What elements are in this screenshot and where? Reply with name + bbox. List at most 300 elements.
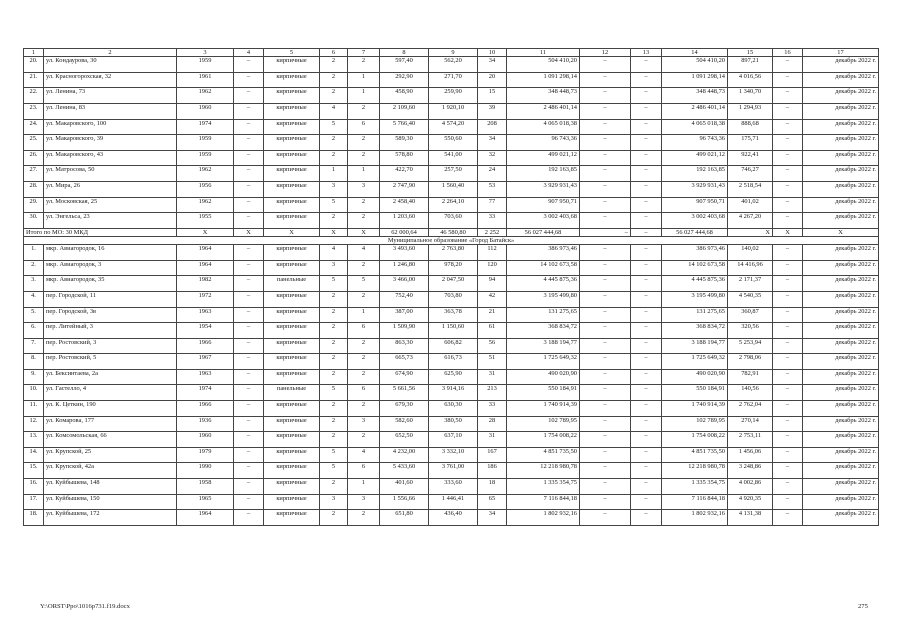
table-cell: 11: [507, 49, 580, 57]
table-cell: 2: [348, 260, 380, 276]
table-cell: 15.: [24, 463, 44, 479]
table-cell: кирпичные: [264, 72, 320, 88]
file-path: Y:\ORST\Ppo\1016p731.f19.docx: [40, 603, 130, 610]
table-cell: декабрь 2022 г.: [803, 135, 879, 151]
table-cell: 1956: [177, 181, 234, 197]
table-cell: пер. Городской, 3в: [44, 307, 177, 323]
table-cell: мкр. Авиагородок, 3: [44, 260, 177, 276]
table-cell: 4 540,35: [728, 291, 773, 307]
table-cell: 167: [478, 447, 507, 463]
table-cell: –: [631, 401, 662, 417]
table-cell: 1972: [177, 291, 234, 307]
table-cell: –: [631, 72, 662, 88]
table-cell: ул. Мира, 26: [44, 181, 177, 197]
table-cell: панельные: [264, 385, 320, 401]
table-cell: 56: [478, 338, 507, 354]
table-cell: 2: [348, 354, 380, 370]
table-cell: –: [580, 245, 631, 261]
table-cell: 3 002 403,68: [662, 213, 728, 229]
table-cell: 1 802 932,16: [662, 510, 728, 526]
table-cell: 5 766,40: [380, 119, 429, 135]
table-cell: –: [234, 150, 264, 166]
table-cell: –: [234, 57, 264, 73]
table-cell: –: [580, 463, 631, 479]
table-cell: 1 725 649,32: [662, 354, 728, 370]
table-cell: декабрь 2022 г.: [803, 245, 879, 261]
table-cell: –: [234, 166, 264, 182]
table-cell: 61: [478, 323, 507, 339]
table-cell: 1 754 008,22: [507, 432, 580, 448]
table-cell: –: [580, 307, 631, 323]
table-cell: декабрь 2022 г.: [803, 88, 879, 104]
table-cell: 1974: [177, 119, 234, 135]
table-cell: 4: [234, 49, 264, 57]
table-cell: декабрь 2022 г.: [803, 72, 879, 88]
table-row: [24, 369, 879, 385]
table-cell: 1963: [177, 369, 234, 385]
table-cell: 257,50: [429, 166, 478, 182]
table-cell: 589,30: [380, 135, 429, 151]
total-cell: –: [631, 228, 662, 236]
table-cell: 1958: [177, 479, 234, 495]
table-cell: –: [234, 307, 264, 323]
table-cell: 1 203,60: [380, 213, 429, 229]
table-cell: –: [580, 369, 631, 385]
table-cell: –: [631, 307, 662, 323]
table-cell: 4 851 735,50: [662, 447, 728, 463]
table-cell: 2: [320, 338, 348, 354]
table-cell: –: [580, 103, 631, 119]
table-cell: ул. Гастелло, 4: [44, 385, 177, 401]
table-cell: –: [234, 88, 264, 104]
table-cell: –: [773, 88, 803, 104]
table-cell: ул. Комарова, 177: [44, 416, 177, 432]
table-cell: –: [773, 432, 803, 448]
table-cell: 5 433,60: [380, 463, 429, 479]
table-row: [24, 135, 879, 151]
table-cell: –: [631, 245, 662, 261]
table-cell: 14.: [24, 447, 44, 463]
table-cell: 2: [320, 135, 348, 151]
table-cell: 32: [478, 150, 507, 166]
table-cell: 3 929 931,43: [507, 181, 580, 197]
table-cell: –: [773, 57, 803, 73]
table-cell: –: [234, 72, 264, 88]
table-cell: декабрь 2022 г.: [803, 401, 879, 417]
table-cell: –: [773, 72, 803, 88]
table-cell: 1.: [24, 245, 44, 261]
table-cell: 401,02: [728, 197, 773, 213]
table-cell: декабрь 2022 г.: [803, 323, 879, 339]
table-row: [24, 323, 879, 339]
table-cell: 550,60: [429, 135, 478, 151]
table-cell: 1 246,80: [380, 260, 429, 276]
table-cell: 674,90: [380, 369, 429, 385]
table-cell: 96 743,36: [507, 135, 580, 151]
table-cell: –: [773, 245, 803, 261]
table-cell: 1 456,06: [728, 447, 773, 463]
table-cell: 6: [348, 463, 380, 479]
table-cell: 22.: [24, 88, 44, 104]
table-cell: –: [773, 323, 803, 339]
table-cell: ул. Куйбышева, 150: [44, 494, 177, 510]
table-cell: 907 950,71: [507, 197, 580, 213]
table-cell: 1965: [177, 494, 234, 510]
table-cell: 65: [478, 494, 507, 510]
table-cell: ул. Макаровского, 39: [44, 135, 177, 151]
table-cell: 1974: [177, 385, 234, 401]
table-cell: –: [773, 354, 803, 370]
table-cell: кирпичные: [264, 354, 320, 370]
table-cell: 3 929 931,43: [662, 181, 728, 197]
table-cell: 24.: [24, 119, 44, 135]
table-body: [24, 49, 879, 526]
table-row: [24, 276, 879, 292]
table-cell: –: [773, 338, 803, 354]
table-row: [24, 103, 879, 119]
table-cell: 15: [478, 88, 507, 104]
table-cell: –: [234, 479, 264, 495]
table-cell: декабрь 2022 г.: [803, 369, 879, 385]
table-cell: 1 091 298,14: [662, 72, 728, 88]
table-cell: 1960: [177, 103, 234, 119]
table-row: [24, 401, 879, 417]
table-cell: декабрь 2022 г.: [803, 447, 879, 463]
table-row: [24, 385, 879, 401]
table-cell: 2: [348, 150, 380, 166]
table-cell: 21: [478, 307, 507, 323]
table-cell: 12 218 980,78: [662, 463, 728, 479]
table-cell: 746,27: [728, 166, 773, 182]
table-cell: –: [234, 323, 264, 339]
table-cell: –: [631, 213, 662, 229]
table-cell: 12 218 980,78: [507, 463, 580, 479]
total-cell: X: [177, 228, 234, 236]
table-cell: 26.: [24, 150, 44, 166]
table-cell: 208: [478, 119, 507, 135]
table-cell: 2: [320, 401, 348, 417]
table-cell: 499 021,12: [507, 150, 580, 166]
table-cell: 15: [728, 49, 773, 57]
table-cell: ул. Крупской, 42а: [44, 463, 177, 479]
table-cell: 2: [320, 354, 348, 370]
table-cell: 1 802 932,16: [507, 510, 580, 526]
table-cell: –: [580, 166, 631, 182]
table-cell: –: [631, 181, 662, 197]
table-cell: –: [773, 479, 803, 495]
table-cell: 102 789,95: [507, 416, 580, 432]
table-cell: 1962: [177, 197, 234, 213]
table-cell: кирпичные: [264, 57, 320, 73]
table-cell: 5: [320, 385, 348, 401]
table-cell: 1: [348, 166, 380, 182]
table-cell: –: [580, 432, 631, 448]
table-cell: 16.: [24, 479, 44, 495]
table-cell: –: [631, 88, 662, 104]
table-cell: 6: [348, 323, 380, 339]
table-cell: –: [580, 479, 631, 495]
table-cell: 1982: [177, 276, 234, 292]
table-cell: 320,56: [728, 323, 773, 339]
table-cell: –: [234, 103, 264, 119]
total-cell: Итого по МО: 30 МКД: [24, 228, 177, 236]
table-cell: 18: [478, 479, 507, 495]
table-cell: 2 747,90: [380, 181, 429, 197]
table-cell: –: [631, 150, 662, 166]
table-cell: –: [773, 463, 803, 479]
table-cell: 5: [320, 447, 348, 463]
table-cell: 5: [264, 49, 320, 57]
table-cell: 1 509,90: [380, 323, 429, 339]
table-cell: кирпичные: [264, 181, 320, 197]
table-cell: –: [773, 166, 803, 182]
table-cell: –: [234, 119, 264, 135]
table-cell: –: [580, 276, 631, 292]
table-cell: –: [234, 369, 264, 385]
table-cell: кирпичные: [264, 245, 320, 261]
table-cell: –: [234, 401, 264, 417]
table-cell: –: [234, 463, 264, 479]
table-cell: 33: [478, 401, 507, 417]
table-cell: 1 091 298,14: [507, 72, 580, 88]
table-cell: 1 340,70: [728, 88, 773, 104]
table-cell: 3: [348, 494, 380, 510]
table-cell: 2: [320, 479, 348, 495]
table-cell: 140,02: [728, 245, 773, 261]
table-cell: 5: [320, 463, 348, 479]
table-cell: 1960: [177, 432, 234, 448]
table-row: [24, 416, 879, 432]
table-cell: 3 761,00: [429, 463, 478, 479]
table-cell: 3 248,86: [728, 463, 773, 479]
table-cell: 31: [478, 369, 507, 385]
table-cell: ул. Московская, 25: [44, 197, 177, 213]
table-cell: 1: [320, 166, 348, 182]
table-cell: –: [773, 307, 803, 323]
table-cell: 504 410,20: [662, 57, 728, 73]
table-cell: 2 518,54: [728, 181, 773, 197]
table-cell: 3 466,00: [380, 276, 429, 292]
table-cell: 1 335 354,75: [507, 479, 580, 495]
table-cell: 292,90: [380, 72, 429, 88]
table-cell: 582,60: [380, 416, 429, 432]
table-cell: 5.: [24, 307, 44, 323]
table-cell: –: [631, 119, 662, 135]
table-cell: декабрь 2022 г.: [803, 463, 879, 479]
table-cell: ул. Красногорохская, 32: [44, 72, 177, 88]
table-cell: кирпичные: [264, 119, 320, 135]
table-cell: ул. Матросова, 50: [44, 166, 177, 182]
table-cell: 387,00: [380, 307, 429, 323]
table-cell: 34: [478, 135, 507, 151]
table-cell: 888,68: [728, 119, 773, 135]
table-cell: 550 184,91: [507, 385, 580, 401]
table-cell: 625,90: [429, 369, 478, 385]
table-cell: –: [580, 150, 631, 166]
table-row: [24, 57, 879, 73]
table-cell: –: [631, 479, 662, 495]
total-cell: X: [234, 228, 264, 236]
table-cell: –: [234, 354, 264, 370]
table-cell: 21.: [24, 72, 44, 88]
table-cell: 2: [320, 307, 348, 323]
table-cell: ул. Кондаурова, 30: [44, 57, 177, 73]
table-cell: –: [580, 135, 631, 151]
table-cell: 12.: [24, 416, 44, 432]
table-cell: 490 020,90: [662, 369, 728, 385]
table-cell: 2: [348, 291, 380, 307]
table-cell: 401,60: [380, 479, 429, 495]
table-cell: 34: [478, 510, 507, 526]
table-cell: 1955: [177, 213, 234, 229]
table-cell: 31: [478, 432, 507, 448]
total-cell: 2 252: [478, 228, 507, 236]
table-row: [24, 245, 879, 261]
table-cell: 7 116 844,18: [507, 494, 580, 510]
table-cell: кирпичные: [264, 463, 320, 479]
table-cell: –: [773, 276, 803, 292]
table-cell: –: [234, 291, 264, 307]
table-cell: 436,40: [429, 510, 478, 526]
total-cell: 62 000,64: [380, 228, 429, 236]
table-cell: 1967: [177, 354, 234, 370]
table-cell: –: [580, 72, 631, 88]
table-cell: 1 740 914,39: [662, 401, 728, 417]
table-cell: 131 275,65: [662, 307, 728, 323]
table-cell: –: [580, 494, 631, 510]
table-cell: 2: [320, 510, 348, 526]
table-cell: –: [234, 494, 264, 510]
table-cell: –: [631, 494, 662, 510]
table-cell: пер. Литейный, 3: [44, 323, 177, 339]
total-row: [24, 228, 879, 236]
table-cell: панельные: [264, 276, 320, 292]
table-cell: 3 914,16: [429, 385, 478, 401]
table-cell: –: [631, 447, 662, 463]
table-cell: 11.: [24, 401, 44, 417]
table-cell: –: [580, 213, 631, 229]
table-cell: кирпичные: [264, 307, 320, 323]
table-cell: 363,78: [429, 307, 478, 323]
table-cell: 1959: [177, 57, 234, 73]
table-cell: кирпичные: [264, 135, 320, 151]
table-cell: –: [773, 416, 803, 432]
table-cell: –: [580, 385, 631, 401]
table-cell: 2: [320, 72, 348, 88]
table-cell: 541,00: [429, 150, 478, 166]
table-cell: 25.: [24, 135, 44, 151]
table-cell: 2: [348, 57, 380, 73]
table-cell: 2: [348, 432, 380, 448]
table-cell: 259,90: [429, 88, 478, 104]
table-cell: 386 973,46: [662, 245, 728, 261]
table-cell: 3: [320, 494, 348, 510]
table-cell: декабрь 2022 г.: [803, 150, 879, 166]
table-cell: 2: [44, 49, 177, 57]
table-cell: декабрь 2022 г.: [803, 213, 879, 229]
table-cell: 562,20: [429, 57, 478, 73]
table-cell: 6.: [24, 323, 44, 339]
table-cell: –: [234, 338, 264, 354]
table-cell: 20: [478, 72, 507, 88]
table-row: [24, 338, 879, 354]
table-cell: 1979: [177, 447, 234, 463]
table-cell: пер. Ростовский, 3: [44, 338, 177, 354]
table-cell: 23.: [24, 103, 44, 119]
table-cell: 9: [429, 49, 478, 57]
table-cell: 3: [320, 181, 348, 197]
table-cell: мкр. Авиагородок, 35: [44, 276, 177, 292]
table-cell: 499 021,12: [662, 150, 728, 166]
housing-table: [23, 48, 879, 526]
table-cell: 9.: [24, 369, 44, 385]
table-cell: –: [234, 213, 264, 229]
table-cell: 51: [478, 354, 507, 370]
table-cell: 2: [348, 510, 380, 526]
table-cell: 2: [320, 150, 348, 166]
table-cell: 637,10: [429, 432, 478, 448]
table-cell: 4 065 018,38: [507, 119, 580, 135]
table-cell: –: [580, 447, 631, 463]
table-cell: –: [773, 401, 803, 417]
table-cell: 3 195 499,80: [662, 291, 728, 307]
table-cell: –: [234, 385, 264, 401]
table-cell: 96 743,36: [662, 135, 728, 151]
total-cell: X: [264, 228, 320, 236]
table-cell: 4 065 018,38: [662, 119, 728, 135]
table-cell: 2 171,37: [728, 276, 773, 292]
total-cell: 46 580,80: [429, 228, 478, 236]
table-cell: 703,60: [429, 213, 478, 229]
table-cell: –: [234, 447, 264, 463]
table-cell: –: [631, 135, 662, 151]
table-cell: пер. Городской, 11: [44, 291, 177, 307]
table-cell: 6: [348, 119, 380, 135]
table-cell: 2 047,50: [429, 276, 478, 292]
table-cell: –: [631, 166, 662, 182]
table-cell: 4 232,00: [380, 447, 429, 463]
table-cell: 18.: [24, 510, 44, 526]
table-cell: кирпичные: [264, 88, 320, 104]
table-cell: 2: [320, 213, 348, 229]
table-cell: 2: [320, 291, 348, 307]
table-cell: –: [234, 260, 264, 276]
table-cell: –: [631, 260, 662, 276]
table-cell: 5: [348, 276, 380, 292]
table-row: [24, 150, 879, 166]
table-cell: 14 102 673,58: [507, 260, 580, 276]
table-cell: 2 458,40: [380, 197, 429, 213]
table-cell: 140,56: [728, 385, 773, 401]
table-cell: 2 762,04: [728, 401, 773, 417]
table-cell: –: [773, 369, 803, 385]
table-cell: 4 574,20: [429, 119, 478, 135]
table-cell: 192 163,85: [507, 166, 580, 182]
table-cell: декабрь 2022 г.: [803, 494, 879, 510]
table-row: [24, 510, 879, 526]
table-cell: 5: [320, 119, 348, 135]
table-cell: ул. Комсомольская, 66: [44, 432, 177, 448]
table-cell: 1963: [177, 307, 234, 323]
table-row: [24, 88, 879, 104]
table-cell: 703,80: [429, 291, 478, 307]
table-cell: 1: [348, 307, 380, 323]
table-cell: кирпичные: [264, 479, 320, 495]
table-cell: 4 920,35: [728, 494, 773, 510]
table-row: [24, 197, 879, 213]
table-cell: 29.: [24, 197, 44, 213]
table-cell: 1962: [177, 166, 234, 182]
